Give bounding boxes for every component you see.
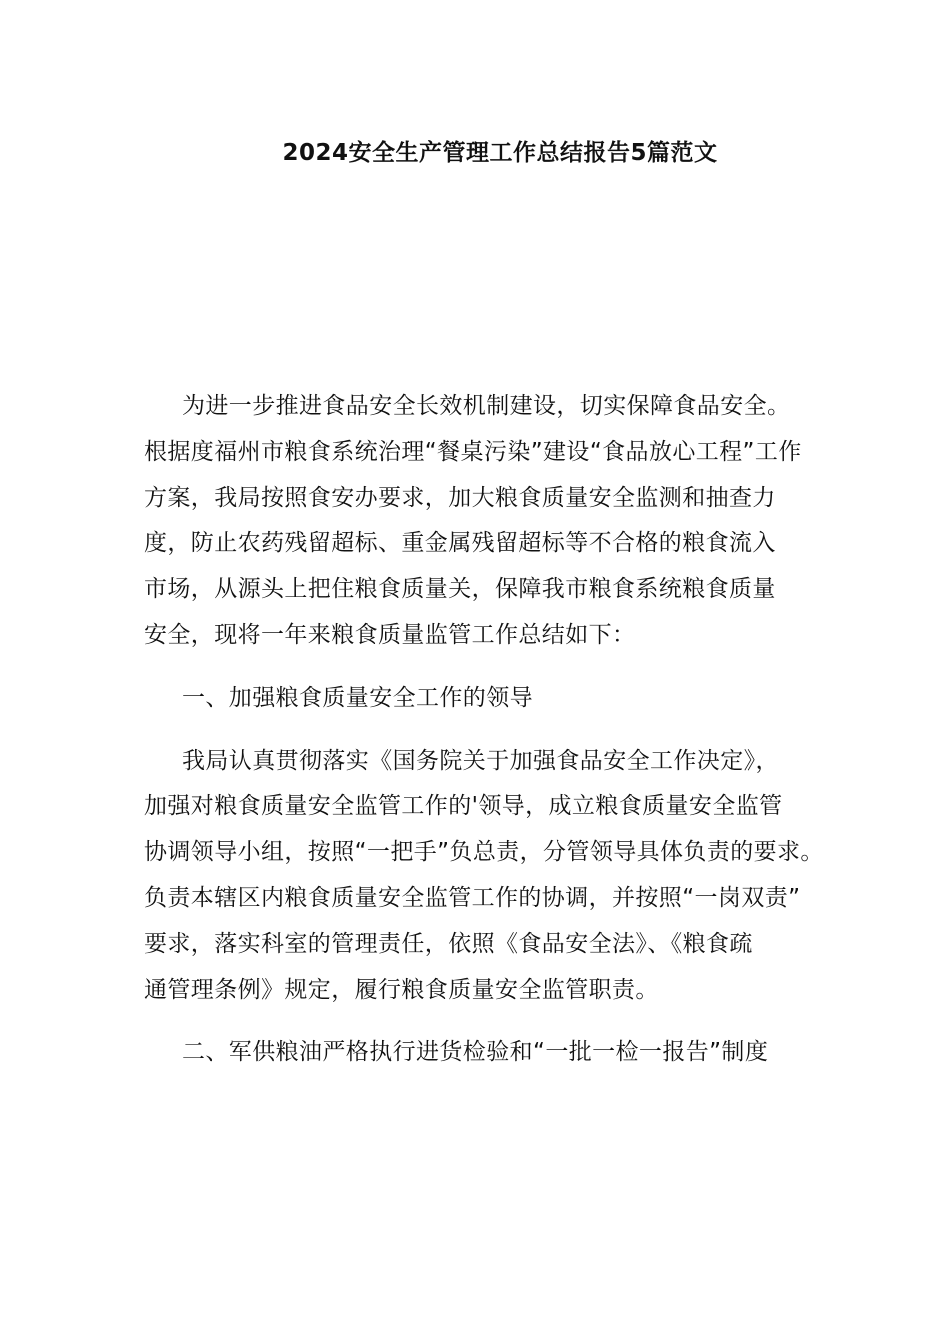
paragraph-line: 加强对粮食质量安全监管工作的'领导，成立粮食质量安全监管 — [144, 793, 783, 820]
section-heading-1 — [144, 676, 844, 722]
paragraph-line: 安全，现将一年来粮食质量监管工作总结如下： — [144, 621, 636, 648]
paragraph-line: 市场，从源头上把住粮食质量关，保障我市粮食系统粮食质量 — [144, 576, 776, 603]
section-heading-text: 二、军供粮油严格执行进货检验和“一批一检一报告”制度 — [182, 1039, 769, 1066]
paragraph-line: 负责本辖区内粮食质量安全监管工作的协调，并按照“一岗双责” — [144, 884, 801, 911]
paragraph-line: 要求，落实科室的管理责任，依照《食品安全法》、《粮食疏 — [144, 930, 753, 957]
paragraph-intro — [144, 384, 844, 659]
paragraph-line: 通管理条例》规定，履行粮食质量安全监管职责。 — [144, 976, 659, 1003]
paragraph-line: 为进一步推进食品安全长效机制建设，切实保障食品安全。 — [182, 393, 791, 419]
paragraph-line: 我局认真贯彻落实《国务院关于加强食品安全工作决定》， — [182, 747, 779, 774]
section-heading-2 — [144, 1030, 844, 1076]
document-title: 2024安全生产管理工作总结报告5篇范文 — [282, 140, 718, 166]
paragraph-line: 度，防止农药残留超标、重金属残留超标等不合格的粮食流入 — [144, 530, 776, 557]
section-heading-text: 一、加强粮食质量安全工作的领导 — [182, 684, 533, 711]
paragraph-leadership — [144, 739, 844, 1014]
document-body — [144, 384, 844, 1076]
paragraph-line: 协调领导小组，按照“一把手”负总责，分管领导具体负责的要求。 — [144, 839, 824, 866]
paragraph-line: 方案，我局按照食安办要求，加大粮食质量安全监测和抽查力 — [144, 484, 776, 511]
paragraph-line: 根据度福州市粮食系统治理“餐桌污染”建设“食品放心工程”工作 — [144, 438, 802, 465]
